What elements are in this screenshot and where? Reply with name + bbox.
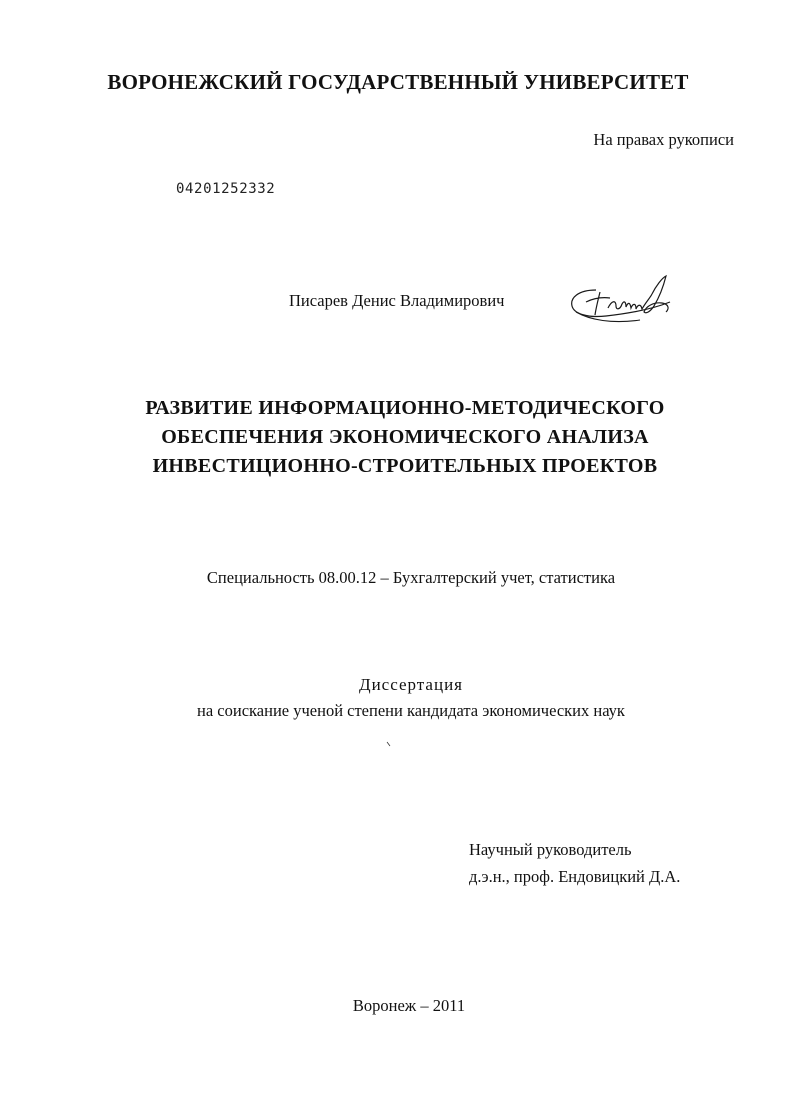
author-signature <box>566 272 686 334</box>
manuscript-note: На правах рукописи <box>593 130 734 149</box>
city-year: Воронеж – 2011 <box>352 996 466 1015</box>
supervisor-block <box>469 836 680 890</box>
specialty: Специальность 08.00.12 – Бухгалтерский учет, статистика <box>206 568 616 587</box>
scan-mark <box>386 741 391 747</box>
degree-statement: на соискание ученой степени кандидата экономических наук <box>197 701 625 720</box>
catalog-code: 04201252332 <box>176 181 276 197</box>
title-line-3: ИНВЕСТИЦИОННО-СТРОИТЕЛЬНЫХ ПРОЕКТОВ <box>152 455 658 477</box>
title-line-2: ОБЕСПЕЧЕНИЯ ЭКОНОМИЧЕСКОГО АНАЛИЗА <box>161 426 649 448</box>
title-line-1: РАЗВИТИЕ ИНФОРМАЦИОННО-МЕТОДИЧЕСКОГО <box>145 397 665 419</box>
supervisor-name: д.э.н., проф. Ендовицкий Д.А. <box>469 867 681 886</box>
dissertation-title <box>0 394 796 481</box>
university-name: ВОРОНЕЖСКИЙ ГОСУДАРСТВЕННЫЙ УНИВЕРСИТЕТ <box>107 70 689 94</box>
dissertation-label: Диссертация <box>358 675 463 694</box>
supervisor-role: Научный руководитель <box>469 840 632 859</box>
author-name: Писарев Денис Владимирович <box>289 291 505 310</box>
